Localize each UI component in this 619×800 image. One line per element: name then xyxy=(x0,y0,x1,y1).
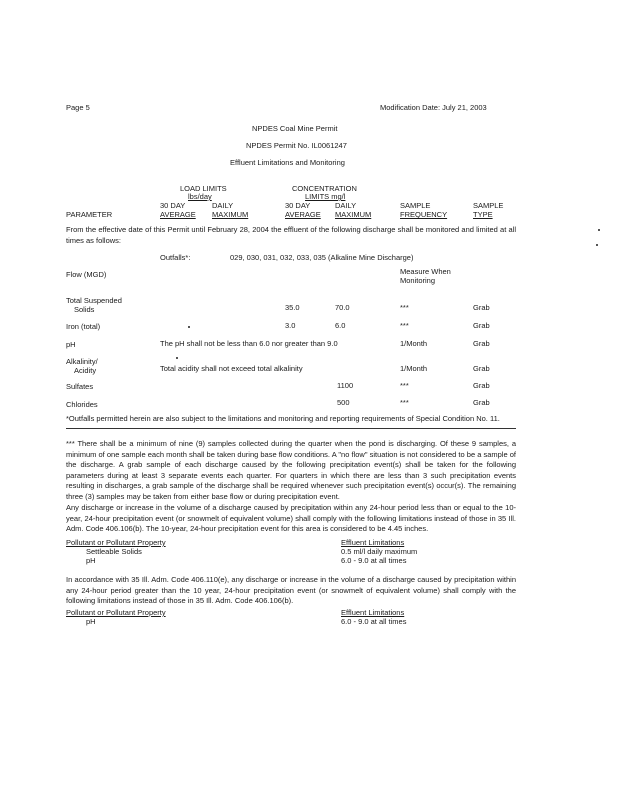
scan-speck xyxy=(598,229,600,231)
scan-speck xyxy=(188,326,190,328)
row-tss-30day: 35.0 xyxy=(285,303,300,312)
sampling-paragraph: *** There shall be a minimum of nine (9) samples collected during the quarter when the pond is discharging. Of these 9 samples, a minimum of one sample each month shall be taken during base flow conditions. A "no flow" situation is not considered to be a sample of the discharge. A grab sample of each discharge caused by the following precipitation event(s) shall be taken for the following parameters during at least 3 separate events each quarter. For quarters in which there are less than 3 such precipitation events resulting in discharges, a grab sample of the discharge shall be required whenever such precipitation event(s) occur(s). The remaining three (3) samples may be taken from either base flow or during precipitation event. xyxy=(66,439,516,501)
col-conc-30day-a: 30 DAY xyxy=(285,201,311,210)
col-sample-type-a: SAMPLE xyxy=(473,201,504,210)
row-chlorides-parameter: Chlorides xyxy=(66,400,98,409)
outfalls-value: 029, 030, 031, 032, 033, 035 (Alkaline Mine Discharge) xyxy=(230,253,414,262)
col-conc-30day-b: AVERAGE xyxy=(285,210,321,219)
row-chlorides-daily: 500 xyxy=(337,398,350,407)
col-parameter: PARAMETER xyxy=(66,210,113,219)
row-sulfates-parameter: Sulfates xyxy=(66,382,94,391)
row-iron-type: Grab xyxy=(473,321,490,330)
list2-row1-left: pH xyxy=(86,617,96,626)
row-sulfates-daily: 1100 xyxy=(337,381,354,390)
list2-row1-right: 6.0 - 9.0 at all times xyxy=(341,617,407,626)
col-conc-daily-a: DAILY xyxy=(335,201,357,210)
col-load-30day-a: 30 DAY xyxy=(160,201,186,210)
greater-event-paragraph: In accordance with 35 Ill. Adm. Code 406.110(e), any discharge or increase in the volume of a discharge caused by precipitation within any 24-hour period greater than the 10 year, 24-hour precipitation event (or snowmelt of equivalent volume) shall comply with the following limitations instead of those in 35 Ill. Adm. Code 406.106(b). xyxy=(66,575,516,605)
page-number: Page 5 xyxy=(66,103,90,112)
document-title: NPDES Coal Mine Permit xyxy=(252,124,338,133)
row-ph-parameter: pH xyxy=(66,340,76,349)
col-sample-frequency-b: FREQUENCY xyxy=(400,210,448,219)
list1-row1-right: 0.5 ml/l daily maximum xyxy=(341,547,418,556)
outfalls-label: Outfalls*: xyxy=(160,253,191,262)
divider-line xyxy=(66,428,516,429)
row-alkalinity-type: Grab xyxy=(473,364,490,373)
col-sample-frequency-a: SAMPLE xyxy=(400,201,431,210)
list1-row2-right: 6.0 - 9.0 at all times xyxy=(341,556,407,565)
row-iron-daily: 6.0 xyxy=(335,321,346,330)
row-tss-parameter-a: Total Suspended xyxy=(66,296,122,305)
row-chlorides-type: Grab xyxy=(473,398,490,407)
precipitation-paragraph: Any discharge or increase in the volume of a discharge caused by precipitation within any 24-hour period less than or equal to the 10-year, 24-hour precipitation event (or snowmelt of equivalent volume) shall comply with the following limitations instead of those in 35 Ill. Adm. Code 406.106(b). The 10-year, 24-hour precipitation event for this area is considered to be 4.45 inches. xyxy=(66,503,516,533)
row-alkalinity-parameter-b: Acidity xyxy=(74,366,97,375)
list1-heading-left: Pollutant or Pollutant Property xyxy=(66,538,166,547)
row-ph-frequency: 1/Month xyxy=(400,339,428,348)
intro-paragraph: From the effective date of this Permit until February 28, 2004 the effluent of the following discharge shall be monitored and limited at all times as follows: xyxy=(66,225,516,245)
outfalls-footnote: *Outfalls permitted herein are also subject to the limitations and monitoring and reporting requirements of Special Condition No. 11. xyxy=(66,414,500,423)
list2-heading-left: Pollutant or Pollutant Property xyxy=(66,608,166,617)
row-alkalinity-text: Total acidity shall not exceed total alkalinity xyxy=(160,364,303,373)
load-limits-heading: LOAD LIMITS xyxy=(180,184,227,193)
col-conc-daily-b: MAXIMUM xyxy=(335,210,372,219)
row-tss-parameter-b: Solids xyxy=(74,305,95,314)
row-iron-frequency: *** xyxy=(400,321,409,330)
row-sulfates-type: Grab xyxy=(473,381,490,390)
list1-heading-right: Effluent Limitations xyxy=(341,538,405,547)
row-chlorides-frequency: *** xyxy=(400,398,409,407)
list2-heading-right: Effluent Limitations xyxy=(341,608,405,617)
row-tss-daily: 70.0 xyxy=(335,303,350,312)
col-load-daily-b: MAXIMUM xyxy=(212,210,249,219)
concentration-limits-unit: LIMITS mg/l xyxy=(305,192,346,201)
row-flow-frequency-a: Measure When xyxy=(400,267,451,276)
col-load-30day-b: AVERAGE xyxy=(160,210,196,219)
row-tss-frequency: *** xyxy=(400,303,409,312)
row-iron-parameter: Iron (total) xyxy=(66,322,101,331)
concentration-limits-heading: CONCENTRATION xyxy=(292,184,357,193)
row-ph-type: Grab xyxy=(473,339,490,348)
list1-row2-left: pH xyxy=(86,556,96,565)
row-iron-30day: 3.0 xyxy=(285,321,296,330)
row-tss-type: Grab xyxy=(473,303,490,312)
row-ph-text: The pH shall not be less than 6.0 nor greater than 9.0 xyxy=(160,339,338,348)
col-sample-type-b: TYPE xyxy=(473,210,493,219)
load-limits-unit: lbs/day xyxy=(188,192,212,201)
scan-speck xyxy=(176,357,178,359)
list1-row1-left: Settleable Solids xyxy=(86,547,142,556)
row-alkalinity-parameter-a: Alkalinity/ xyxy=(66,357,98,366)
scan-speck xyxy=(596,244,598,246)
modification-date: Modification Date: July 21, 2003 xyxy=(380,103,487,112)
row-flow-parameter: Flow (MGD) xyxy=(66,270,107,279)
row-flow-frequency-b: Monitoring xyxy=(400,276,436,285)
col-load-daily-a: DAILY xyxy=(212,201,234,210)
row-alkalinity-frequency: 1/Month xyxy=(400,364,428,373)
permit-number: NPDES Permit No. IL0061247 xyxy=(246,141,347,150)
row-sulfates-frequency: *** xyxy=(400,381,409,390)
document-subtitle: Effluent Limitations and Monitoring xyxy=(230,158,345,167)
